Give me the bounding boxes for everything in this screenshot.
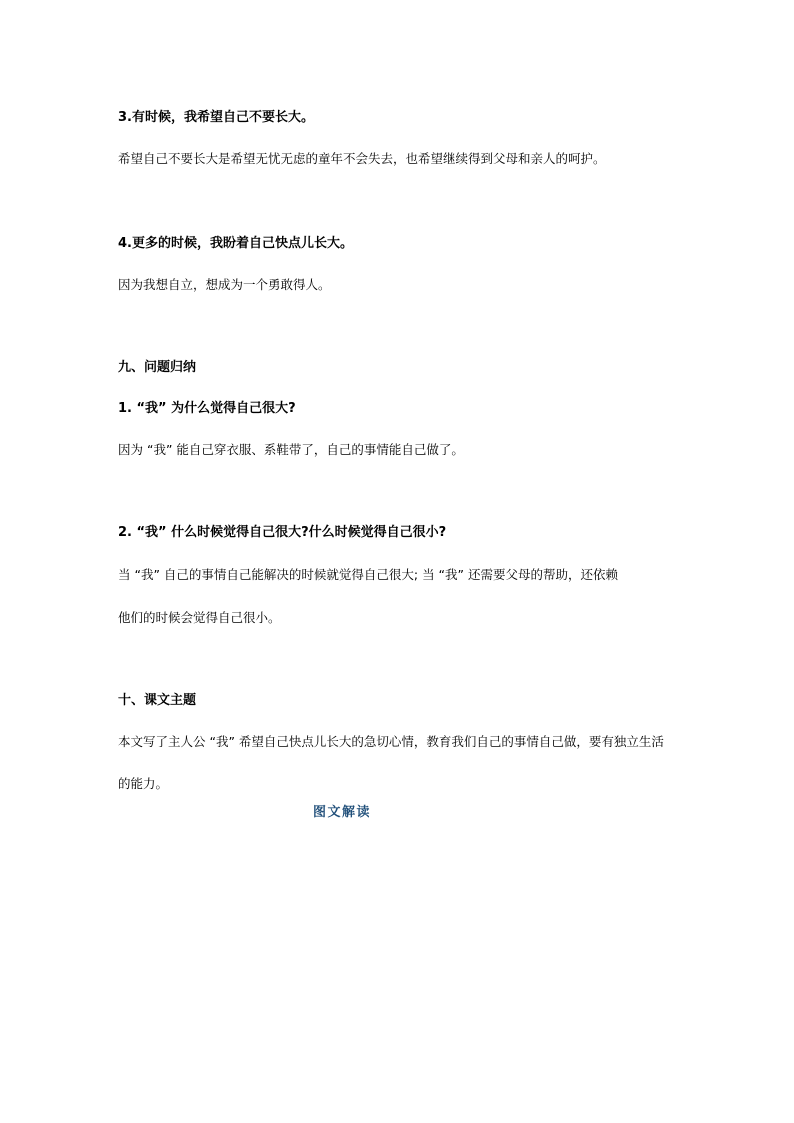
point-4-text: 因为我想自立，想成为一个勇敢得人。 bbox=[118, 277, 331, 292]
section-9-heading: 九、问题归纳 bbox=[118, 360, 197, 375]
point-4-heading: 4.更多的时候，我盼着自己快点儿长大。 bbox=[118, 236, 353, 251]
theme-text-line-1: 本文写了主人公 “我” 希望自己快点儿长大的急切心情，教育我们自己的事情自己做，要有独立生活 bbox=[118, 734, 664, 749]
section-10-heading: 十、课文主题 bbox=[118, 693, 197, 708]
question-1-heading: 1. “我” 为什么觉得自己很大? bbox=[118, 401, 296, 416]
question-2-heading: 2. “我” 什么时候觉得自己很大?什么时候觉得自己很小? bbox=[118, 525, 447, 540]
point-3-text: 希望自己不要长大是希望无忧无虑的童年不会失去，也希望继续得到父母和亲人的呵护。 bbox=[118, 151, 606, 166]
point-3-heading: 3.有时候，我希望自己不要长大。 bbox=[118, 110, 314, 125]
question-2-answer-line-2: 他们的时候会觉得自己很小。 bbox=[118, 610, 281, 625]
question-1-answer: 因为 “我” 能自己穿衣服、系鞋带了，自己的事情能自己做了。 bbox=[118, 442, 464, 457]
question-2-answer-line-1: 当 “我” 自己的事情自己能解决的时候就觉得自己很大; 当 “我” 还需要父母的帮助，还依赖 bbox=[118, 567, 618, 582]
image-text-reading-heading: 图文解读 bbox=[313, 805, 372, 820]
theme-text-line-2: 的能力。 bbox=[118, 776, 169, 791]
